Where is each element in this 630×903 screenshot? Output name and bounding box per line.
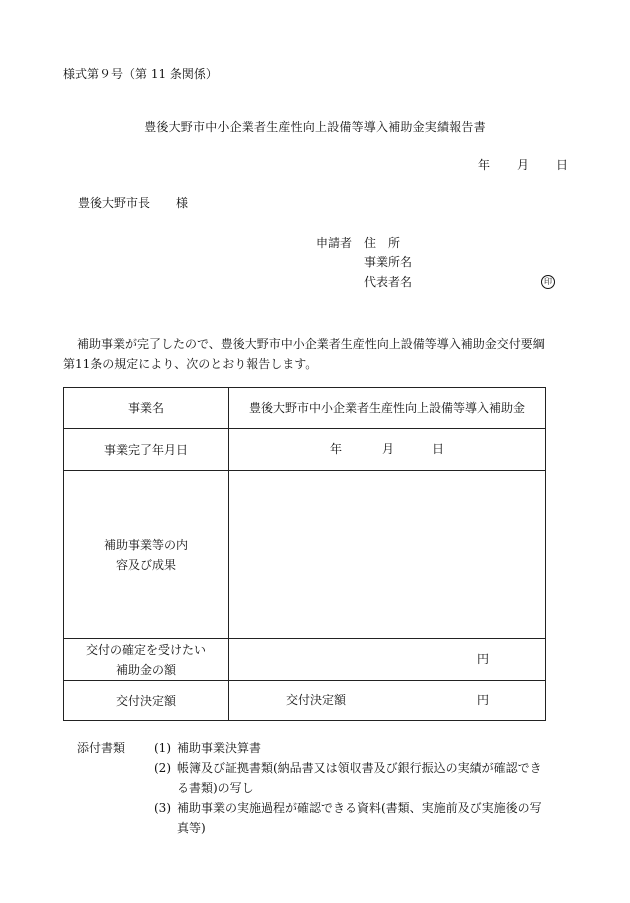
table-row bbox=[64, 681, 546, 721]
decided-amount-unit: 円 bbox=[477, 693, 490, 707]
seal-mark: 印 bbox=[541, 275, 555, 289]
body-line-1: 補助事業が完了したので、豊後大野市中小企業者生産性向上設備等導入補助金交付要綱 bbox=[77, 337, 545, 351]
addressee-honorific: 様 bbox=[176, 196, 189, 210]
addressee bbox=[78, 196, 189, 210]
addressee-name: 豊後大野市長 bbox=[78, 196, 151, 210]
body-text bbox=[63, 334, 568, 374]
report-table bbox=[63, 387, 546, 721]
confirmed-amount-label-l2: 補助金の額 bbox=[115, 662, 176, 677]
attachment-num: (3) bbox=[154, 801, 171, 815]
attachment-item-2-cont: る書類)の写し bbox=[177, 781, 254, 795]
document-title: 豊後大野市中小企業者生産性向上設備等導入補助金実績報告書 bbox=[144, 120, 486, 134]
attachment-text: 帳簿及び証拠書類(納品書又は領収書及び銀行振込の実績が確認でき bbox=[177, 761, 542, 775]
form-number: 様式第９号（第 11 条関係） bbox=[63, 67, 218, 81]
attachment-num: (2) bbox=[154, 761, 171, 775]
table-row bbox=[64, 639, 546, 681]
decided-amount-label: 交付決定額 bbox=[64, 681, 229, 721]
confirmed-amount-label bbox=[64, 639, 229, 681]
table-row bbox=[64, 388, 546, 429]
content-results-label bbox=[64, 471, 229, 639]
content-results-label-l2: 容及び成果 bbox=[115, 557, 176, 572]
attachment-item-3-cont: 真等) bbox=[177, 821, 206, 835]
body-line-2: 第11条の規定により、次のとおり報告します。 bbox=[63, 357, 318, 371]
completion-year: 年 bbox=[330, 442, 343, 456]
applicant-address-label: 住所 bbox=[364, 236, 413, 250]
content-results-label-l1: 補助事業等の内 bbox=[103, 537, 188, 552]
attachment-text: 補助事業の実施過程が確認できる資料(書類、実施前及び実施後の写 bbox=[177, 801, 542, 815]
confirmed-amount-label-l1: 交付の確定を受けたい bbox=[85, 642, 206, 657]
project-name-value: 豊後大野市中小企業者生産性向上設備等導入補助金 bbox=[229, 388, 546, 429]
decided-amount-inner-label: 交付決定額 bbox=[286, 693, 347, 707]
completion-date-field[interactable] bbox=[229, 429, 546, 471]
date-day: 日 bbox=[556, 158, 569, 172]
completion-date-label: 事業完了年月日 bbox=[64, 429, 229, 471]
applicant-office-label: 事業所名 bbox=[364, 255, 413, 269]
date-month: 月 bbox=[517, 158, 530, 172]
project-name-label: 事業名 bbox=[64, 388, 229, 429]
attachment-text: 補助事業決算書 bbox=[177, 741, 262, 755]
table-row bbox=[64, 429, 546, 471]
completion-month: 月 bbox=[382, 442, 395, 456]
confirmed-amount-field[interactable] bbox=[229, 639, 546, 681]
content-results-field[interactable] bbox=[229, 471, 546, 639]
table-row bbox=[64, 471, 546, 639]
applicant-label: 申請者 bbox=[316, 236, 353, 250]
applicant-representative-label: 代表者名 bbox=[364, 275, 413, 289]
confirmed-amount-unit: 円 bbox=[477, 652, 490, 666]
decided-amount-field[interactable] bbox=[229, 681, 546, 721]
attachments-label: 添付書類 bbox=[77, 741, 126, 755]
completion-day: 日 bbox=[432, 442, 445, 456]
attachment-num: (1) bbox=[154, 741, 171, 755]
date-year: 年 bbox=[478, 158, 491, 172]
